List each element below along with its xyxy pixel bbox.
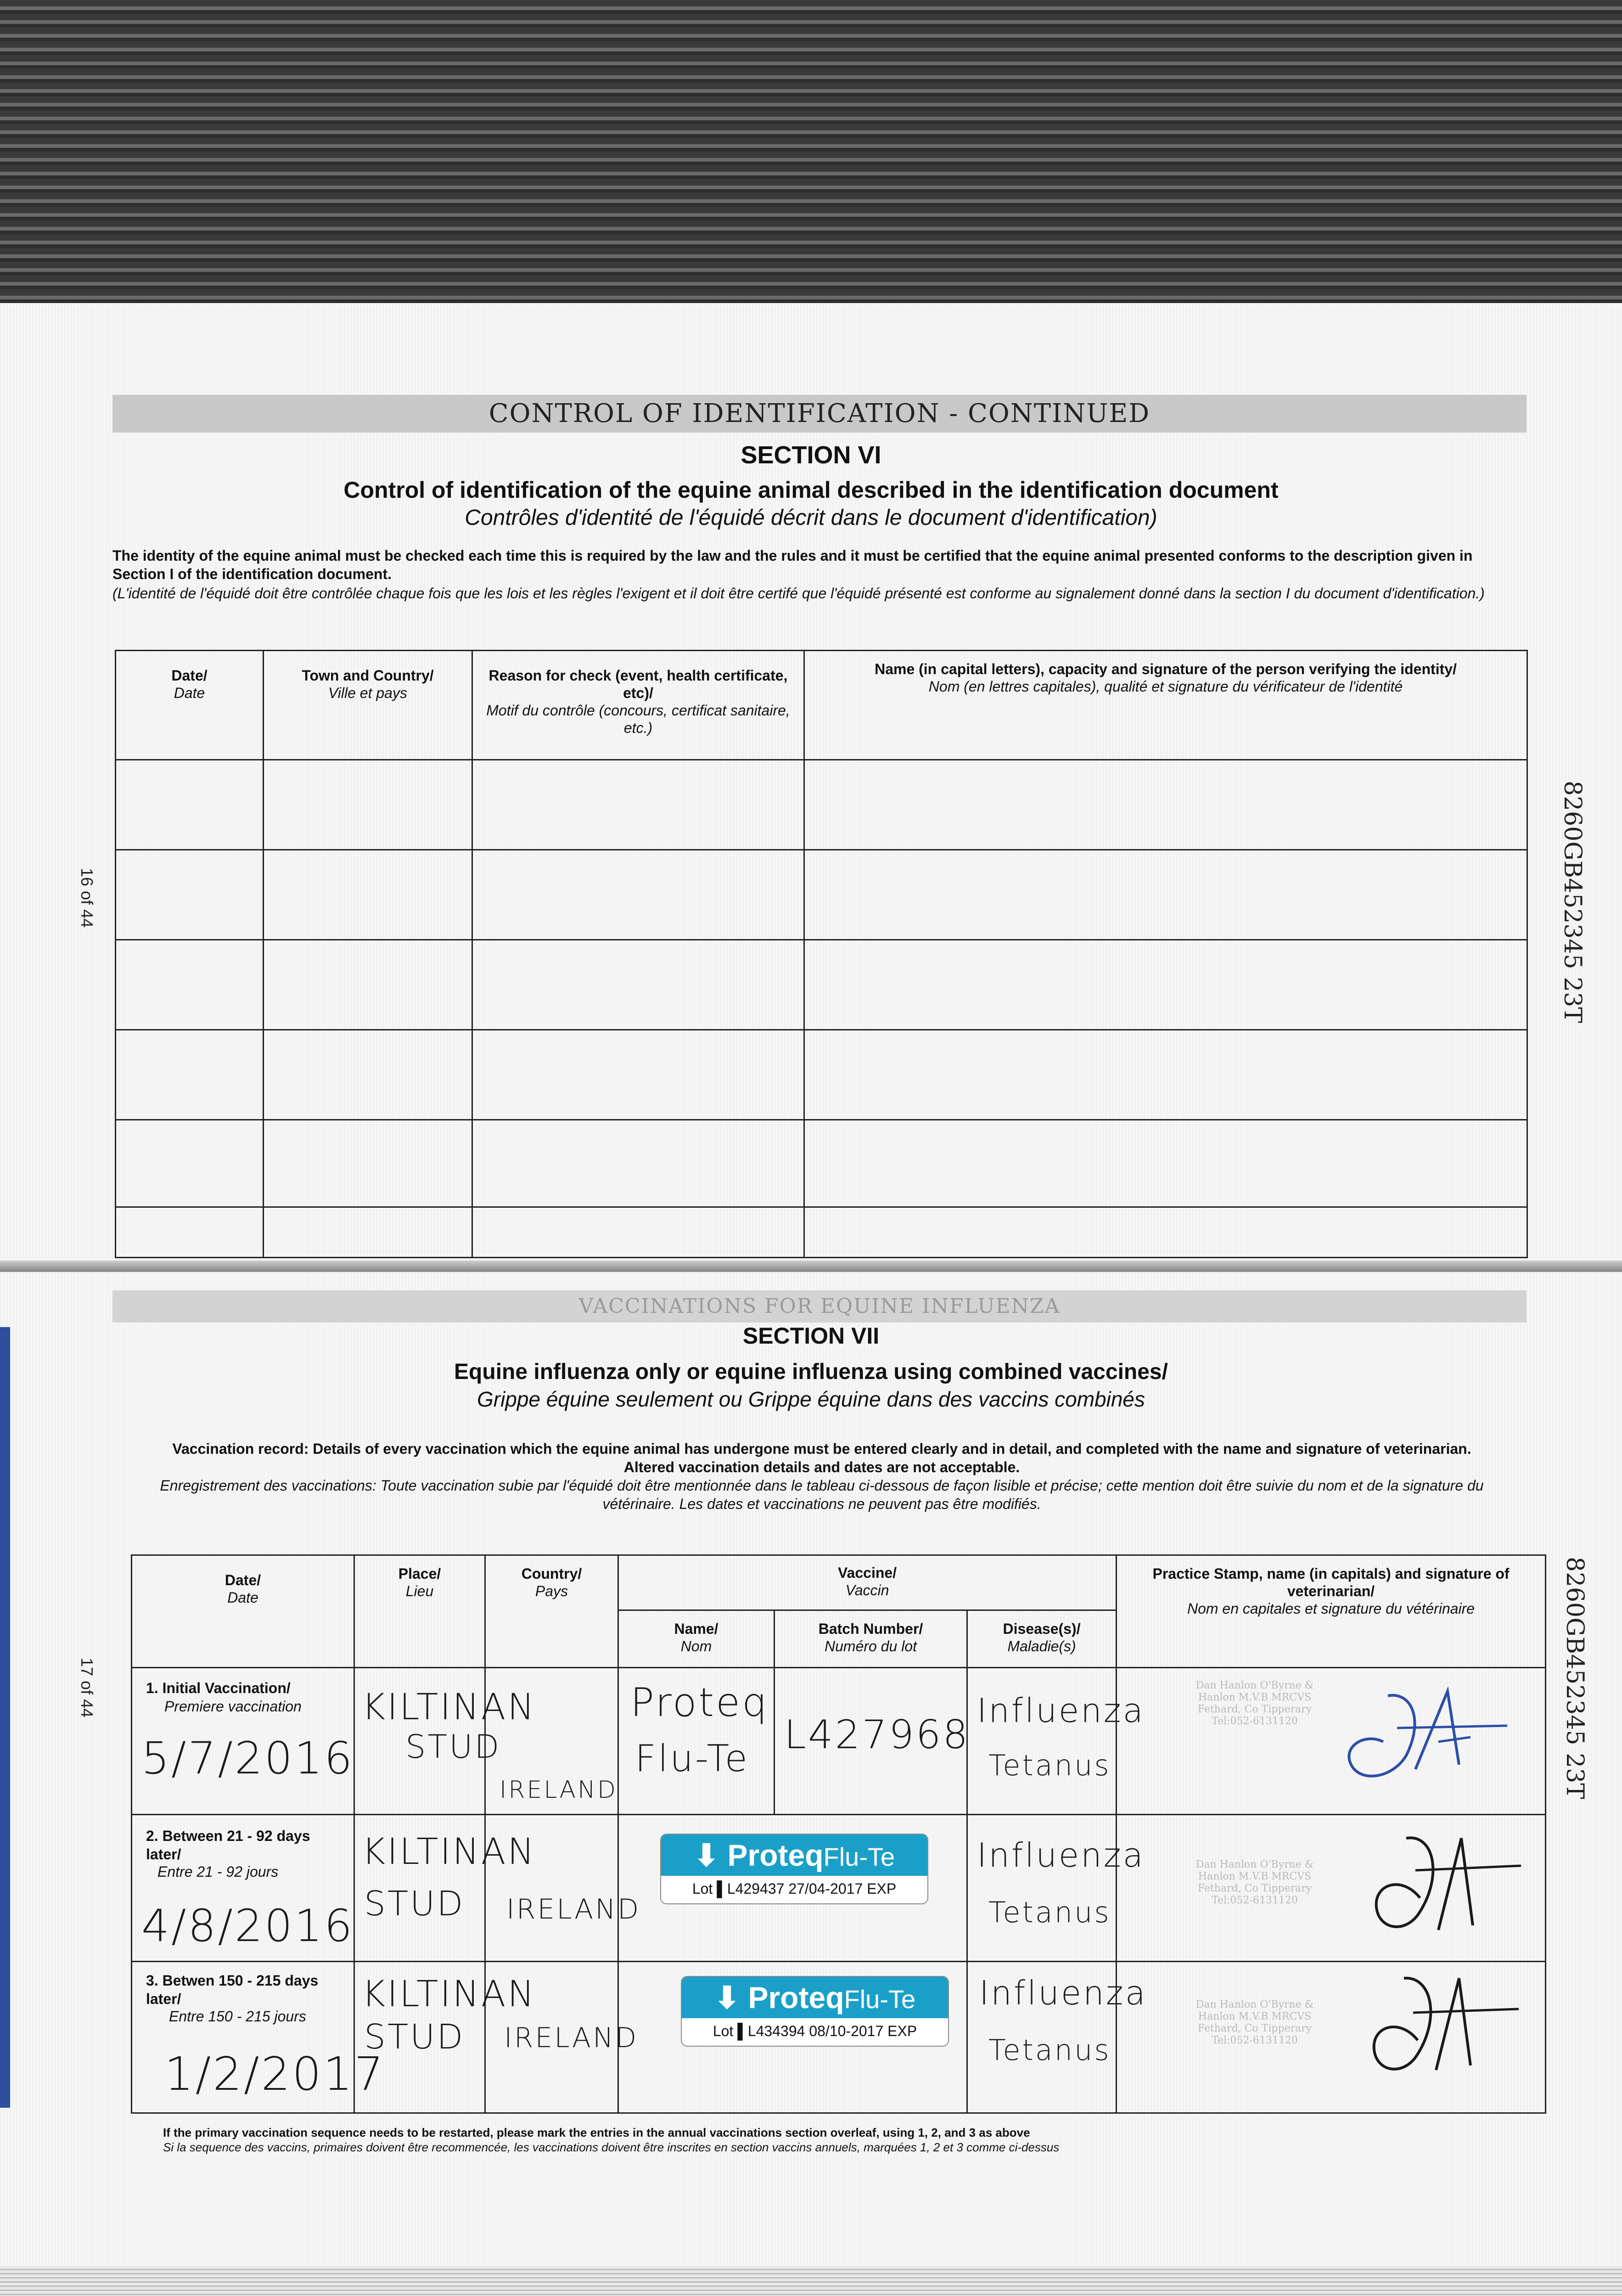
batch-cell — [775, 1668, 970, 1815]
scanner-background — [0, 0, 1622, 321]
date-cell — [132, 1815, 354, 1962]
instructions-warning: Altered vaccination details and dates are not acceptable. — [623, 1459, 1020, 1475]
vaccine-sticker-lot: Lot ▌L434394 08/10-2017 EXP — [713, 2023, 917, 2039]
vaccine-sticker — [681, 1976, 949, 2047]
disease-cell — [967, 1668, 1145, 1815]
col-town-country: Town and Country/ Ville et pays — [264, 651, 472, 760]
handwritten-place: KILTINAN — [362, 1687, 536, 1728]
col-place: Place/ Lieu — [354, 1555, 485, 1668]
instructions-fr: (L'identité de l'équidé doit être contrôlée chaque fois que les lois et les règles l'exigent et il doit être certifé que l'équidé présenté est conforme au signalement donné dans la section I du document d'identification.) — [112, 585, 1485, 602]
page-banner — [112, 1290, 1527, 1322]
table-row — [116, 1120, 1527, 1207]
vaccine-label-cell — [618, 1962, 967, 2113]
section-heading-en: Control of identification of the equine animal described in the identification document — [343, 477, 1279, 503]
handwritten-place-2: STUD — [364, 2017, 465, 2057]
vet-signature — [1360, 1967, 1526, 2095]
handwritten-place-2: STUD — [364, 1884, 465, 1924]
handwritten-disease-2: Tetanus — [988, 1749, 1111, 1782]
date-cell — [132, 1962, 386, 2113]
table-row — [116, 760, 1527, 850]
place-cell — [354, 1815, 536, 1962]
handwritten-disease: Influenza — [977, 1836, 1145, 1874]
col-verifier: Name (in capital letters), capacity and signature of the person verifying the identity/ Nom (en lettres capitales), qualité et signature du vérificateur de l'identité — [804, 651, 1527, 760]
table-header-row — [116, 651, 1527, 760]
handwritten-vaccine-name: Proteq — [630, 1680, 769, 1726]
section-title: SECTION VI — [741, 441, 881, 469]
vaccine-sticker — [660, 1834, 928, 1904]
page-banner — [112, 395, 1527, 433]
table-row — [116, 850, 1527, 940]
vaccine-sticker-brand: ⬇ ProteqFlu-Te — [661, 1835, 927, 1876]
handwritten-vaccine-name-2: Flu-Te — [635, 1737, 749, 1780]
handwritten-batch: L427968 — [784, 1712, 970, 1758]
row-label-fr: Premiere vaccination — [164, 1698, 302, 1715]
vet-cell — [1117, 1815, 1546, 1962]
passport-id-number: 8260GB452345 23T — [1559, 781, 1586, 1023]
footer-note-fr: Si la sequence des vaccins, primaires doivent être recommencée, les vaccinations doivent être inscrites en section vaccins annuels, marquées 1, 2 et 3 comme ci-dessus — [163, 2140, 1060, 2154]
vet-signature — [1365, 1824, 1530, 1953]
section-heading-en: Equine influenza only or equine influenza using combined vaccines/ — [454, 1360, 1168, 1384]
col-vaccine-name: Name/ Nom — [618, 1610, 775, 1668]
row-label-fr: Entre 21 - 92 jours — [157, 1863, 279, 1880]
instructions-en: The identity of the equine animal must be checked each time this is required by the law and the rules and it must be certified that the equine animal presented conforms to the description given in Section I of the identification document. — [112, 547, 1473, 582]
row-label-en: 1. Initial Vaccination/ — [146, 1680, 291, 1696]
passport-cover-edge — [0, 1327, 10, 2108]
date-cell — [132, 1668, 354, 1815]
col-disease: Disease(s)/ Maladie(s) — [967, 1610, 1117, 1668]
passport-page-17 — [0, 1272, 1622, 2296]
country-cell — [485, 1962, 639, 2113]
section-title: SECTION VII — [742, 1323, 880, 1349]
handwritten-country: IRELAND — [500, 1776, 617, 1804]
handwritten-date: 5/7/2016 — [141, 1733, 354, 1784]
handwritten-date: 1/2/2017 — [164, 2047, 386, 2101]
handwritten-disease: Influenza — [977, 1691, 1145, 1730]
col-vet: Practice Stamp, name (in capitals) and signature of veterinarian/ Nom en capitales et signature du vétérinaire — [1117, 1555, 1546, 1668]
table-row — [116, 1207, 1527, 1258]
row-label-en: 2. Between 21 - 92 days later/ — [146, 1828, 310, 1863]
handwritten-place: KILTINAN — [362, 1974, 536, 2015]
section-heading-fr: Grippe équine seulement ou Grippe équine dans des vaccins combinés — [477, 1387, 1145, 1411]
row-label-fr: Entre 150 - 215 jours — [169, 2008, 306, 2025]
handwritten-disease: Influenza — [979, 1974, 1147, 2012]
place-cell — [354, 1962, 536, 2113]
vet-cell — [1117, 1962, 1546, 2113]
passport-id-number: 8260GB452345 23T — [1561, 1557, 1588, 1799]
place-cell — [354, 1668, 536, 1815]
row-label-en: 3. Betwen 150 - 215 days later/ — [146, 1972, 319, 2007]
col-reason: Reason for check (event, health certificate, etc)/ Motif du contrôle (concours, certificat sanitaire, etc.) — [472, 651, 804, 760]
col-vaccine: Vaccine/ Vaccin — [618, 1555, 1117, 1610]
page-number: 16 of 44 — [78, 868, 96, 928]
handwritten-country: IRELAND — [506, 1893, 641, 1925]
country-cell — [485, 1668, 618, 1815]
handwritten-place-2: STUD — [405, 1728, 501, 1766]
vaccination-row-third — [132, 1962, 1546, 2113]
col-country: Country/ Pays — [485, 1555, 618, 1668]
vaccine-sticker-brand: ⬇ ProteqFlu-Te — [682, 1977, 948, 2018]
handwritten-disease-2: Tetanus — [988, 1896, 1111, 1929]
handwritten-date: 4/8/2016 — [141, 1900, 354, 1952]
practice-stamp: Dan Hanlon O'Byrne & Hanlon M.V.B MRCVS Fethard, Co Tipperary Tel:052-6131120 — [1195, 1859, 1314, 1906]
vet-cell — [1117, 1668, 1546, 1815]
instructions-fr: Enregistrement des vaccinations: Toute vaccination subie par l'équidé doit être mentionnée dans le tableau ci-dessous de façon lisible et précise; cette mention doit être suivie du nom et de la signature du vétérinaire. Les dates et vaccinations ne peuvent pas être modifiés. — [160, 1477, 1484, 1512]
identity-check-table — [115, 650, 1528, 1258]
country-cell — [485, 1815, 641, 1962]
instructions-en: Vaccination record: Details of every vaccination which the equine animal has undergone must be entered clearly and in detail, and completed with the name and signature of veterinarian. — [172, 1441, 1471, 1457]
banner-text: CONTROL OF IDENTIFICATION - CONTINUED — [488, 399, 1151, 428]
section-heading-fr: Contrôles d'identité de l'équidé décrit dans le document d'identification) — [465, 506, 1157, 530]
practice-stamp: Dan Hanlon O'Byrne & Hanlon M.V.B MRCVS Fethard, Co Tipperary Tel:052-6131120 — [1195, 1999, 1314, 2046]
disease-cell — [967, 1962, 1147, 2113]
footer-note-en: If the primary vaccination sequence needs to be restarted, please mark the entries in the annual vaccinations section overleaf, using 1, 2, and 3 as above — [163, 2126, 1030, 2139]
passport-page-16 — [0, 303, 1622, 1272]
table-row — [116, 940, 1527, 1030]
col-batch-number: Batch Number/ Numéro du lot — [775, 1610, 967, 1668]
handwritten-place: KILTINAN — [362, 1831, 536, 1873]
practice-stamp: Dan Hanlon O'Byrne & Hanlon M.V.B MRCVS Fethard, Co Tipperary Tel:052-6131120 — [1195, 1680, 1314, 1727]
vet-signature-blue — [1333, 1677, 1516, 1797]
table-row — [116, 1030, 1527, 1120]
page-stack-edge — [0, 2266, 1622, 2296]
handwritten-country: IRELAND — [504, 2022, 639, 2054]
col-date: Date/ Date — [132, 1555, 354, 1668]
vaccine-sticker-lot: Lot ▌L429437 27/04-2017 EXP — [692, 1880, 897, 1897]
page-number: 17 of 44 — [78, 1658, 96, 1718]
table-header-row — [132, 1555, 1546, 1610]
handwritten-disease-2: Tetanus — [988, 2033, 1111, 2067]
vaccination-table — [131, 1554, 1546, 2114]
col-date: Date/ Date — [116, 651, 264, 760]
vaccine-label-cell — [618, 1815, 967, 1962]
banner-text: VACCINATIONS FOR EQUINE INFLUENZA — [578, 1294, 1061, 1318]
vaccine-name-cell — [618, 1668, 775, 1815]
disease-cell — [967, 1815, 1145, 1962]
vaccination-row-second — [132, 1815, 1546, 1962]
vaccination-row-initial — [132, 1668, 1546, 1815]
